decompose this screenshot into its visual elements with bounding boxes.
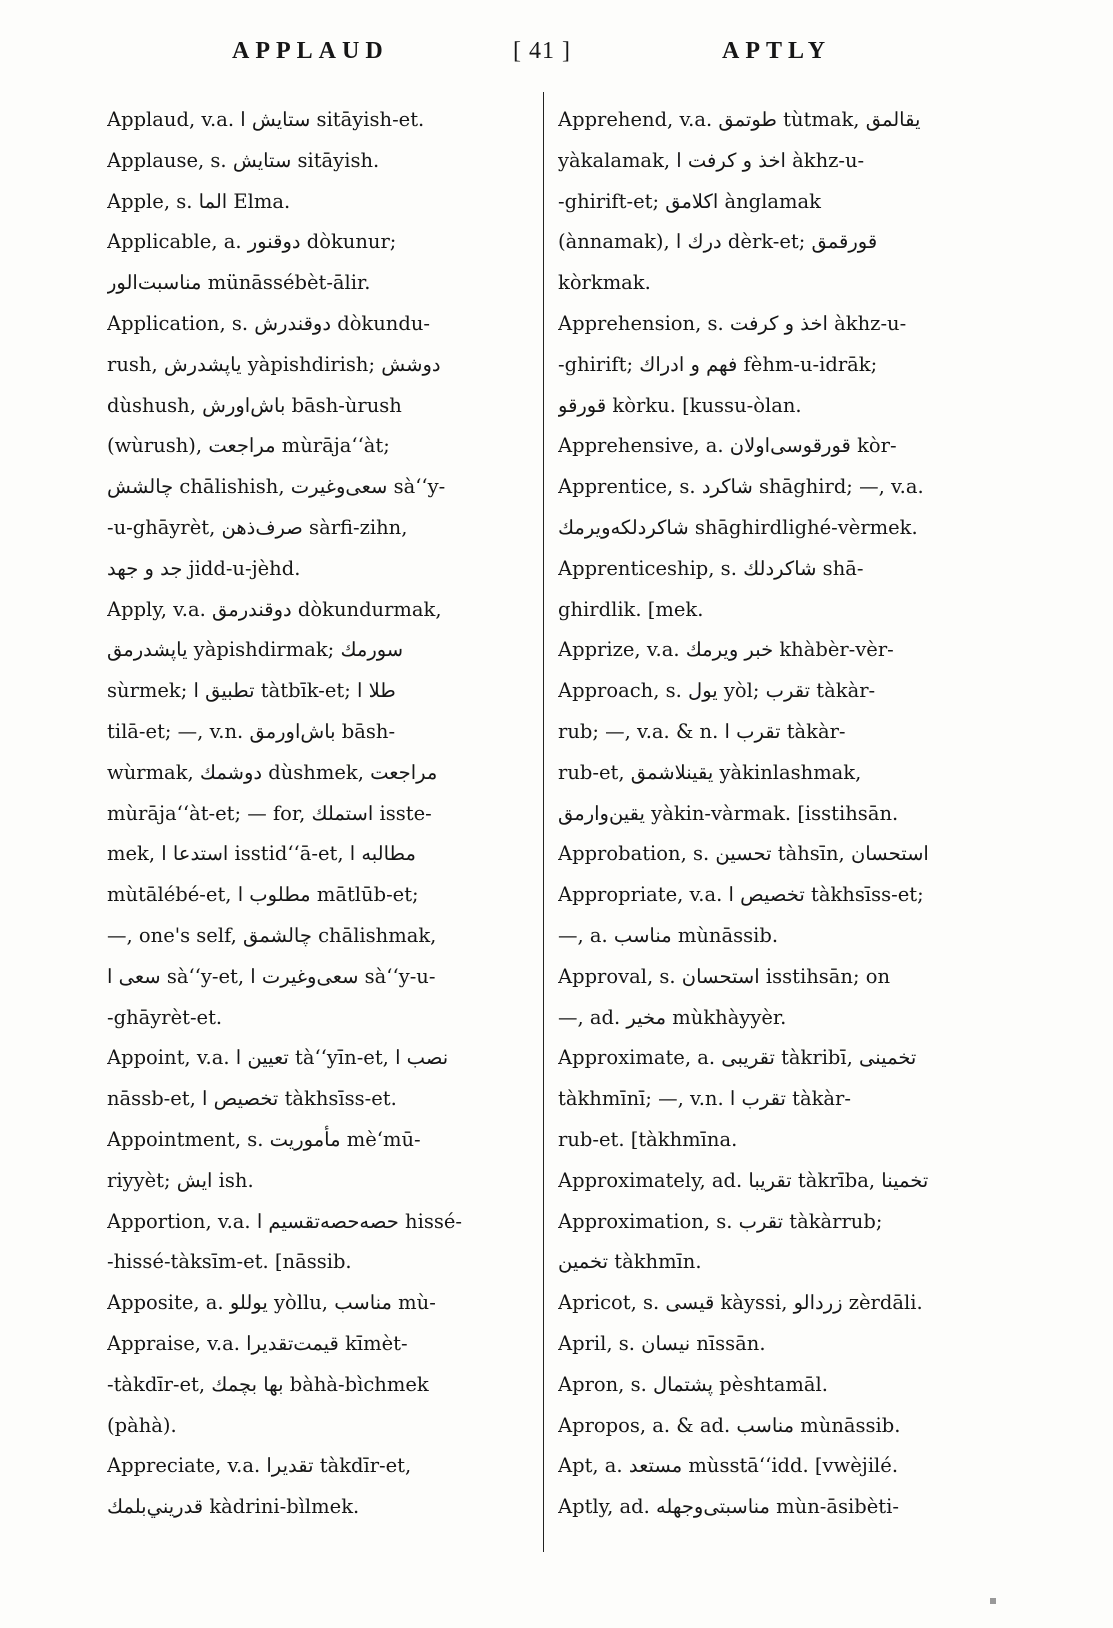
dictionary-line: yàkalamak, اخذ و كرفت ا àkhz-u- xyxy=(558,148,865,172)
dictionary-line: Appreciate, v.a. تقديرا tàkdīr-et, xyxy=(107,1454,412,1478)
dictionary-line: Appoint, v.a. تعيين ا tà‘‘yīn-et, نصب ا xyxy=(107,1046,449,1070)
column-divider xyxy=(543,92,544,1552)
dictionary-line: rush, ياپشدرش yàpishdirish; دوشش xyxy=(107,352,441,376)
dictionary-line: Apt, a. مستعد mùsstā‘‘idd. [vwèjilé. xyxy=(558,1454,899,1478)
dictionary-line: nāssb-et, تخصيص ا tàkhsīss-et. xyxy=(107,1087,397,1111)
dictionary-line: tilā-et; —, v.n. باش‌اورمق bāsh- xyxy=(107,719,396,743)
dictionary-line: Applicable, a. دوقنور dòkunur; xyxy=(107,230,397,254)
dictionary-line: Apply, v.a. دوقندرمق dòkundurmak, xyxy=(107,597,442,621)
dictionary-line: Applause, s. ستايش sitāyish. xyxy=(107,148,380,172)
dictionary-line: Apposite, a. يوللو yòllu, مناسب mù- xyxy=(107,1291,436,1315)
dictionary-line: Approximately, ad. تقريبا tàkrība, تخمينا xyxy=(558,1168,929,1192)
dictionary-line: Approval, s. استحسان isstihsān; on xyxy=(558,964,891,988)
dictionary-line: Apprenticeship, s. شاكردلك shā- xyxy=(558,556,864,580)
dictionary-line: (wùrush), مراجعت mùrāja‘‘àt; xyxy=(107,434,390,458)
dictionary-line: -ghāyrèt-et. xyxy=(107,1005,223,1029)
dictionary-line: —, ad. مخير mùkhàyyèr. xyxy=(558,1005,787,1029)
dictionary-line: ياپشدرمق yàpishdirmak; سورمك xyxy=(107,638,404,662)
dictionary-line: -tàkdīr-et, بها بچمك bàhà-bìchmek xyxy=(107,1372,429,1396)
dictionary-line: قدريني‌بلمك kàdrini-bìlmek. xyxy=(107,1495,360,1519)
dictionary-line: شاكردلكه‌ويرمك shāghirdlighé-vèrmek. xyxy=(558,515,918,539)
dictionary-line: sùrmek; تطبيق ا tàtbīk-et; طلا ا xyxy=(107,679,396,703)
dictionary-line: Appropriate, v.a. تخصيص ا tàkhsīss-et; xyxy=(558,883,924,907)
scan-speck xyxy=(990,1598,996,1604)
dictionary-line: Appointment, s. مأموريت mè‘mū- xyxy=(107,1127,421,1151)
dictionary-line: wùrmak, دوشمك dùshmek, مراجعت xyxy=(107,760,438,784)
dictionary-line: Apprentice, s. شاكرد shāghird; —, v.a. xyxy=(558,475,924,499)
dictionary-line: تخمين tàkhmīn. xyxy=(558,1250,702,1274)
dictionary-line: tàkhmīnī; —, v.n. تقرب ا tàkàr- xyxy=(558,1087,851,1111)
dictionary-line: Apprehensive, a. قورقوسی‌اولان kòr- xyxy=(558,434,897,458)
dictionary-line: April, s. نيسان nīssān. xyxy=(558,1331,766,1355)
dictionary-line: Apprehension, s. اخذ و كرفت àkhz-u- xyxy=(558,311,907,335)
dictionary-line: -u-ghāyrèt, صرف‌ذهن sàrfi-zihn, xyxy=(107,515,408,539)
dictionary-line: Applaud, v.a. ستايش ا sitāyish-et. xyxy=(107,108,425,131)
dictionary-line: mek, استدعا ا isstid‘‘ā-et, مطالبه ا xyxy=(107,842,416,866)
dictionary-line: سعی ا sà‘‘y-et, سعی‌وغيرت ا sà‘‘y-u- xyxy=(107,964,436,988)
dictionary-line: -ghirift; فهم و ادراك fèhm-u-idrāk; xyxy=(558,352,878,376)
dictionary-line: riyyèt; ايش ish. xyxy=(107,1168,254,1192)
dictionary-line: جد و جهد jidd-u-jèhd. xyxy=(107,556,301,580)
dictionary-line: —, one's self, چالشمق chālishmak, xyxy=(107,923,437,947)
dictionary-line: —, a. مناسب mùnāssib. xyxy=(558,923,779,947)
running-head xyxy=(0,38,1113,78)
dictionary-line: ghirdlik. [mek. xyxy=(558,597,704,621)
dictionary-line: يقين‌وارمق yàkin-vàrmak. [isstihsān. xyxy=(558,801,899,825)
dictionary-line: Approbation, s. تحسين tàhsīn, استحسان xyxy=(558,842,929,866)
dictionary-line: مناسبت‌الور münāssébèt-ālir. xyxy=(107,271,371,295)
dictionary-line: rub-et, يقينلاشمق yàkinlashmak, xyxy=(558,760,862,784)
dictionary-line: Approximate, a. تقريبی tàkribī, تخمينی xyxy=(558,1046,917,1070)
dictionary-line: Apropos, a. & ad. مناسب mùnāssib. xyxy=(558,1413,901,1437)
dictionary-line: rub; —, v.a. & n. تقرب ا tàkàr- xyxy=(558,719,846,743)
dictionary-line: Apportion, v.a. حصه‌حصه‌تقسيم ا hissé- xyxy=(107,1209,462,1233)
dictionary-line: -hissé-tàksīm-et. [nāssib. xyxy=(107,1250,352,1274)
running-head-right: APTLY xyxy=(722,38,832,64)
dictionary-line: Apprize, v.a. خبر ويرمك khàbèr-vèr- xyxy=(558,638,894,662)
dictionary-line: (ànnamak), درك ا dèrk-et; قورقمق xyxy=(558,230,878,254)
dictionary-line: Apple, s. الما Elma. xyxy=(107,189,291,213)
left-column xyxy=(107,100,537,1528)
dictionary-line: mùtālébé-et, مطلوب ا mātlūb-et; xyxy=(107,883,419,907)
dictionary-line: -ghirift-et; اكلامق ànglamak xyxy=(558,189,821,213)
dictionary-line: Application, s. دوقندرش dòkundu- xyxy=(107,311,431,335)
dictionary-line: dùshush, باش‌اورش bāsh-ùrush xyxy=(107,393,402,417)
dictionary-line: قورقو kòrku. [kussu-òlan. xyxy=(558,393,802,417)
page-number: [ 41 ] xyxy=(513,38,571,64)
dictionary-line: Apron, s. پشتمال pèshtamāl. xyxy=(558,1372,828,1396)
running-head-left: APPLAUD xyxy=(232,38,389,64)
dictionary-line: (pàhà). xyxy=(107,1413,177,1437)
right-column xyxy=(558,100,988,1528)
dictionary-line: چالشش chālishish, سعی‌وغيرت sà‘‘y- xyxy=(107,475,446,499)
dictionary-line: Approach, s. يول yòl; تقرب tàkàr- xyxy=(558,679,876,703)
dictionary-line: Apprehend, v.a. طوتمق tùtmak, يقالمق xyxy=(558,108,921,131)
dictionary-line: Appraise, v.a. قيمت‌تقديرا kīmèt- xyxy=(107,1331,408,1355)
dictionary-line: Aptly, ad. مناسبتی‌وجهله mùn-āsibèti- xyxy=(558,1495,899,1519)
dictionary-line: Approximation, s. تقرب tàkàrrub; xyxy=(558,1209,883,1233)
dictionary-line: Apricot, s. قيسی kàyssi, زردالو zèrdāli. xyxy=(558,1291,923,1315)
dictionary-line: kòrkmak. xyxy=(558,271,651,295)
dictionary-line: mùrāja‘‘àt-et; — for, استملك isste- xyxy=(107,801,432,825)
dictionary-line: rub-et. [tàkhmīna. xyxy=(558,1127,738,1151)
